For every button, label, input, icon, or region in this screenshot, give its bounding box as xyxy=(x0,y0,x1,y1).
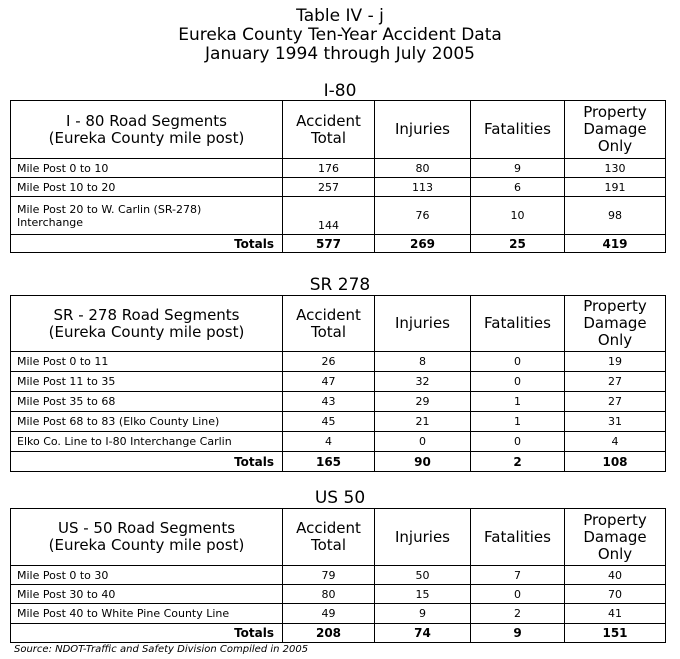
fatalities-header: Fatalities xyxy=(471,296,565,352)
accident-header-l2: Total xyxy=(310,128,347,147)
pdo-header-l3: Only xyxy=(597,331,633,349)
table-title: Table IV - j xyxy=(296,6,384,26)
segment-header-sub: (Eureka County mile post) xyxy=(48,322,245,341)
pdo-header xyxy=(565,296,666,352)
accident-total-cell: 26 xyxy=(283,352,375,372)
injuries-cell: 76 xyxy=(375,197,471,235)
table-us50 xyxy=(10,508,666,643)
segment-cell: Mile Post 10 to 20 xyxy=(11,178,283,197)
accident-header-l1: Accident xyxy=(296,305,361,324)
header-row xyxy=(11,101,666,159)
injuries-cell: 8 xyxy=(375,352,471,372)
fatalities-header: Fatalities xyxy=(471,509,565,566)
fatalities-cell: 6 xyxy=(471,178,565,197)
fatalities-cell: 1 xyxy=(471,412,565,432)
segment-cell: Mile Post 30 to 40 xyxy=(11,585,283,604)
fatalities-header: Fatalities xyxy=(471,101,565,159)
section-title-i80: I-80 xyxy=(323,81,357,101)
pdo-cell: 70 xyxy=(565,585,666,604)
fatalities-cell: 0 xyxy=(471,585,565,604)
segment-cell: Mile Post 68 to 83 (Elko County Line) xyxy=(11,412,283,432)
total-accidents: 577 xyxy=(283,235,375,253)
accident-header-l1: Accident xyxy=(296,519,361,537)
injuries-header: Injuries xyxy=(375,101,471,159)
pdo-header-l1: Property xyxy=(583,103,647,121)
pdo-cell: 4 xyxy=(565,432,666,452)
pdo-cell: 19 xyxy=(565,352,666,372)
injuries-cell: 0 xyxy=(375,432,471,452)
segment-header xyxy=(11,509,283,566)
accident-total-cell: 80 xyxy=(283,585,375,604)
total-accidents: 165 xyxy=(283,452,375,472)
totals-row xyxy=(11,452,666,472)
total-fatalities: 9 xyxy=(471,624,565,643)
accident-total-header xyxy=(283,509,375,566)
table-row xyxy=(11,585,666,604)
pdo-header-l2: Damage xyxy=(583,527,647,546)
pdo-cell: 130 xyxy=(565,159,666,178)
segment-header-label: SR - 278 Road Segments xyxy=(53,305,240,324)
totals-label: Totals xyxy=(11,624,283,643)
header-row xyxy=(11,509,666,566)
fatalities-cell: 9 xyxy=(471,159,565,178)
segment-header xyxy=(11,296,283,352)
injuries-cell: 21 xyxy=(375,412,471,432)
header-row xyxy=(11,296,666,352)
total-injuries: 269 xyxy=(375,235,471,253)
pdo-header-l2: Damage xyxy=(583,120,647,138)
accident-total-cell: 43 xyxy=(283,392,375,412)
total-pdo: 108 xyxy=(565,452,666,472)
pdo-cell: 27 xyxy=(565,372,666,392)
segment-line1: Mile Post 20 to W. Carlin (SR-278) xyxy=(17,202,202,216)
segment-line2: Interchange xyxy=(17,215,84,229)
segment-cell: Mile Post 11 to 35 xyxy=(11,372,283,392)
table-row xyxy=(11,392,666,412)
injuries-cell: 32 xyxy=(375,372,471,392)
accident-total-cell: 45 xyxy=(283,412,375,432)
fatalities-cell: 10 xyxy=(471,197,565,235)
total-fatalities: 25 xyxy=(471,235,565,253)
pdo-header-l1: Property xyxy=(583,297,647,315)
accident-total-cell: 4 xyxy=(283,432,375,452)
segment-header-label: I - 80 Road Segments xyxy=(66,111,227,130)
pdo-cell: 41 xyxy=(565,604,666,624)
accident-total-cell: 47 xyxy=(283,372,375,392)
total-injuries: 90 xyxy=(375,452,471,472)
injuries-header: Injuries xyxy=(375,509,471,566)
pdo-cell: 31 xyxy=(565,412,666,432)
segment-header-label: US - 50 Road Segments xyxy=(57,519,236,537)
segment-cell: Mile Post 35 to 68 xyxy=(11,392,283,412)
accident-total-header xyxy=(283,101,375,159)
source-note: Source: NDOT-Traffic and Safety Division Compiled in 2005 xyxy=(14,644,309,655)
injuries-header: Injuries xyxy=(375,296,471,352)
totals-row xyxy=(11,235,666,253)
segment-header xyxy=(11,101,283,159)
fatalities-cell: 1 xyxy=(471,392,565,412)
pdo-header-l2: Damage xyxy=(583,314,647,332)
totals-label: Totals xyxy=(11,235,283,253)
total-accidents: 208 xyxy=(283,624,375,643)
fatalities-cell: 2 xyxy=(471,604,565,624)
injuries-cell: 113 xyxy=(375,178,471,197)
table-row xyxy=(11,159,666,178)
pdo-cell: 40 xyxy=(565,566,666,585)
pdo-cell: 191 xyxy=(565,178,666,197)
injuries-cell: 50 xyxy=(375,566,471,585)
accident-total-cell: 257 xyxy=(283,178,375,197)
segment-cell: Mile Post 40 to White Pine County Line xyxy=(11,604,283,624)
fatalities-cell: 0 xyxy=(471,372,565,392)
accident-total-cell: 144 xyxy=(283,197,375,235)
date-range: January 1994 through July 2005 xyxy=(205,44,475,64)
accident-header-l2: Total xyxy=(310,536,347,554)
fatalities-cell: 0 xyxy=(471,432,565,452)
table-i80 xyxy=(10,100,666,253)
pdo-cell: 27 xyxy=(565,392,666,412)
injuries-cell: 9 xyxy=(375,604,471,624)
pdo-header-l3: Only xyxy=(597,544,633,563)
table-row xyxy=(11,412,666,432)
segment-cell: Mile Post 0 to 10 xyxy=(11,159,283,178)
total-pdo: 419 xyxy=(565,235,666,253)
accident-total-cell: 176 xyxy=(283,159,375,178)
segment-cell: Mile Post 0 to 30 xyxy=(11,566,283,585)
table-subtitle: Eureka County Ten-Year Accident Data xyxy=(178,25,502,45)
injuries-cell: 80 xyxy=(375,159,471,178)
segment-cell: Mile Post 0 to 11 xyxy=(11,352,283,372)
table-sr278 xyxy=(10,295,666,472)
total-injuries: 74 xyxy=(375,624,471,643)
section-title-us50: US 50 xyxy=(314,488,366,508)
segment-cell xyxy=(11,197,283,235)
injuries-cell: 29 xyxy=(375,392,471,412)
accident-total-cell: 79 xyxy=(283,566,375,585)
accident-header-l1: Accident xyxy=(296,111,361,130)
pdo-header-l3: Only xyxy=(597,137,633,155)
table-row xyxy=(11,178,666,197)
accident-header-l2: Total xyxy=(310,322,347,341)
segment-cell: Elko Co. Line to I-80 Interchange Carlin xyxy=(11,432,283,452)
fatalities-cell: 7 xyxy=(471,566,565,585)
segment-header-sub: (Eureka County mile post) xyxy=(48,128,245,147)
totals-row xyxy=(11,624,666,643)
pdo-header xyxy=(565,101,666,159)
segment-header-sub: (Eureka County mile post) xyxy=(48,536,245,554)
table-row xyxy=(11,566,666,585)
section-title-sr278: SR 278 xyxy=(309,275,371,295)
pdo-cell: 98 xyxy=(565,197,666,235)
accident-total-cell: 49 xyxy=(283,604,375,624)
fatalities-cell: 0 xyxy=(471,352,565,372)
table-row xyxy=(11,197,666,235)
pdo-header-l1: Property xyxy=(583,510,647,529)
accident-total-header xyxy=(283,296,375,352)
table-row xyxy=(11,372,666,392)
total-fatalities: 2 xyxy=(471,452,565,472)
table-row xyxy=(11,432,666,452)
table-row xyxy=(11,604,666,624)
injuries-cell: 15 xyxy=(375,585,471,604)
total-pdo: 151 xyxy=(565,624,666,643)
totals-label: Totals xyxy=(11,452,283,472)
pdo-header xyxy=(565,509,666,566)
table-row xyxy=(11,352,666,372)
